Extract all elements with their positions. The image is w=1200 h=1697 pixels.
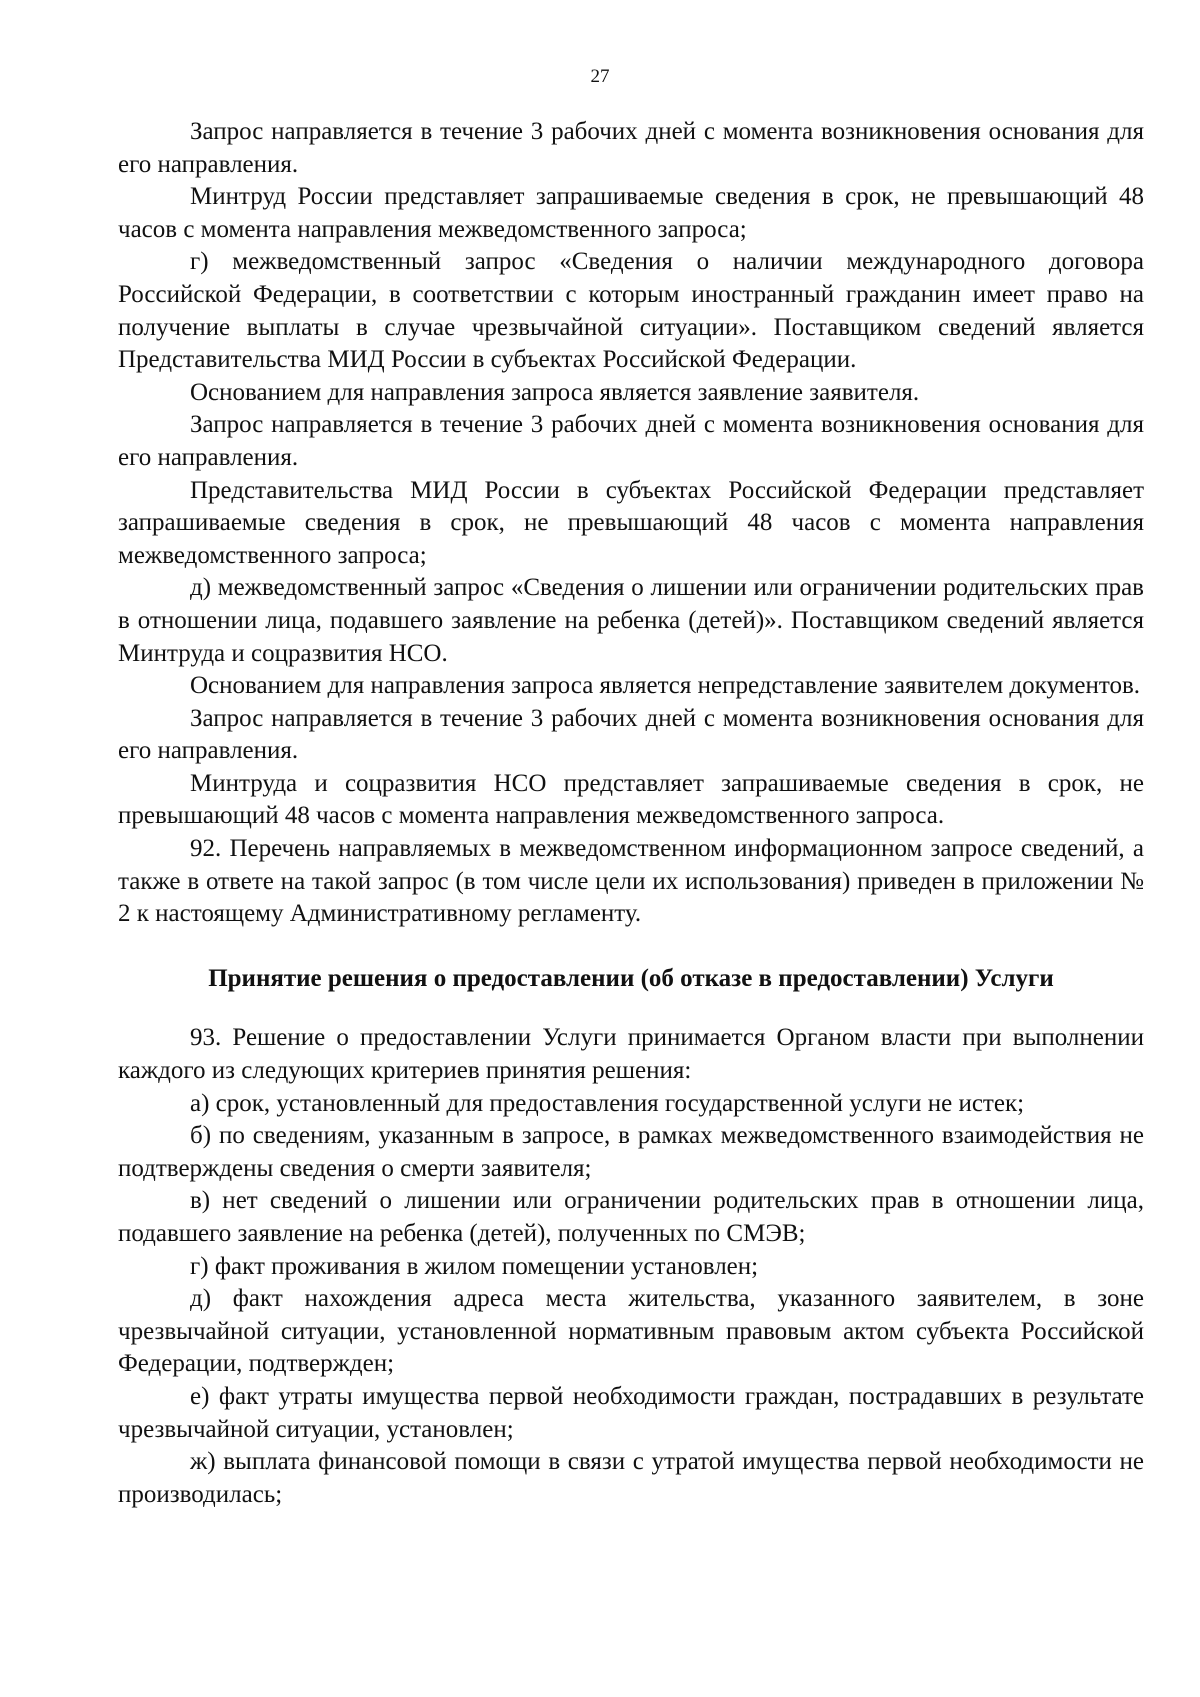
paragraph: Запрос направляется в течение 3 рабочих дней с момента возникновения основания для его направления. (118, 704, 1144, 765)
list-item: б) по сведениям, указанным в запросе, в рамках межведомственного взаимодействия не подтверждены сведения о смерти заявителя; (118, 1122, 1144, 1182)
list-item: г) факт проживания в жилом помещении установлен; (190, 1252, 759, 1280)
paragraph: 93. Решение о предоставлении Услуги принимается Органом власти при выполнении каждого из следующих критериев принятия решения: (118, 1024, 1144, 1085)
paragraph: д) межведомственный запрос «Сведения о лишении или ограничении родительских прав в отношении лица, подавшего заявление на ребенка (детей)». Поставщиком сведений является Минтруда и соцразвития НСО. (118, 574, 1144, 667)
list-item: д) факт нахождения адреса места жительства, указанного заявителем, в зоне чрезвычайной ситуации, установленной нормативным правовым актом субъекта Российской Федерации, подтвержден; (118, 1285, 1144, 1378)
paragraph: Основанием для направления запроса является непредставление заявителем документов. (190, 672, 1141, 700)
list-item: ж) выплата финансовой помощи в связи с утратой имущества первой необходимости не производилась; (118, 1448, 1144, 1508)
page-number: 27 (590, 66, 610, 87)
paragraph: Представительства МИД России в субъектах Российской Федерации представляет запрашиваемые сведения в срок, не превышающий 48 часов с момента направления межведомственного запроса; (118, 476, 1144, 569)
section-heading: Принятие решения о предоставлении (об отказе в предоставлении) Услуги (208, 964, 1054, 992)
paragraph: Минтруд России представляет запрашиваемые сведения в срок, не превышающий 48 часов с момента направления межведомственного запроса; (118, 183, 1144, 243)
list-item: а) срок, установленный для предоставления государственной услуги не истек; (190, 1089, 1025, 1117)
paragraph: Запрос направляется в течение 3 рабочих дней с момента возникновения основания для его направления. (118, 118, 1144, 178)
list-item: в) нет сведений о лишении или ограничении родительских прав в отношении лица, подавшего заявление на ребенка (детей), полученных по СМЭВ; (118, 1187, 1144, 1247)
list-item: е) факт утраты имущества первой необходимости граждан, пострадавших в результате чрезвычайной ситуации, установлен; (118, 1382, 1144, 1443)
paragraph: Минтруда и соцразвития НСО представляет запрашиваемые сведения в срок, не превышающий 48 часов с момента направления межведомственного запроса. (118, 769, 1144, 830)
paragraph: 92. Перечень направляемых в межведомственном информационном запросе сведений, а также в ответе на такой запрос (в том числе цели их использования) приведен в приложении № 2 к настоящему Административному регламенту. (118, 835, 1144, 928)
paragraph: Основанием для направления запроса является заявление заявителя. (190, 378, 920, 406)
paragraph: г) межведомственный запрос «Сведения о наличии международного договора Российской Федерации, в соответствии с которым иностранный гражданин имеет право на получение выплаты в случае чрезвычайной ситуации». Поставщиком сведений является Представительства МИД России в субъектах Российской Федерации. (118, 248, 1144, 374)
document-body (118, 116, 1144, 1511)
paragraph: Запрос направляется в течение 3 рабочих дней с момента возникновения основания для его направления. (118, 411, 1144, 471)
